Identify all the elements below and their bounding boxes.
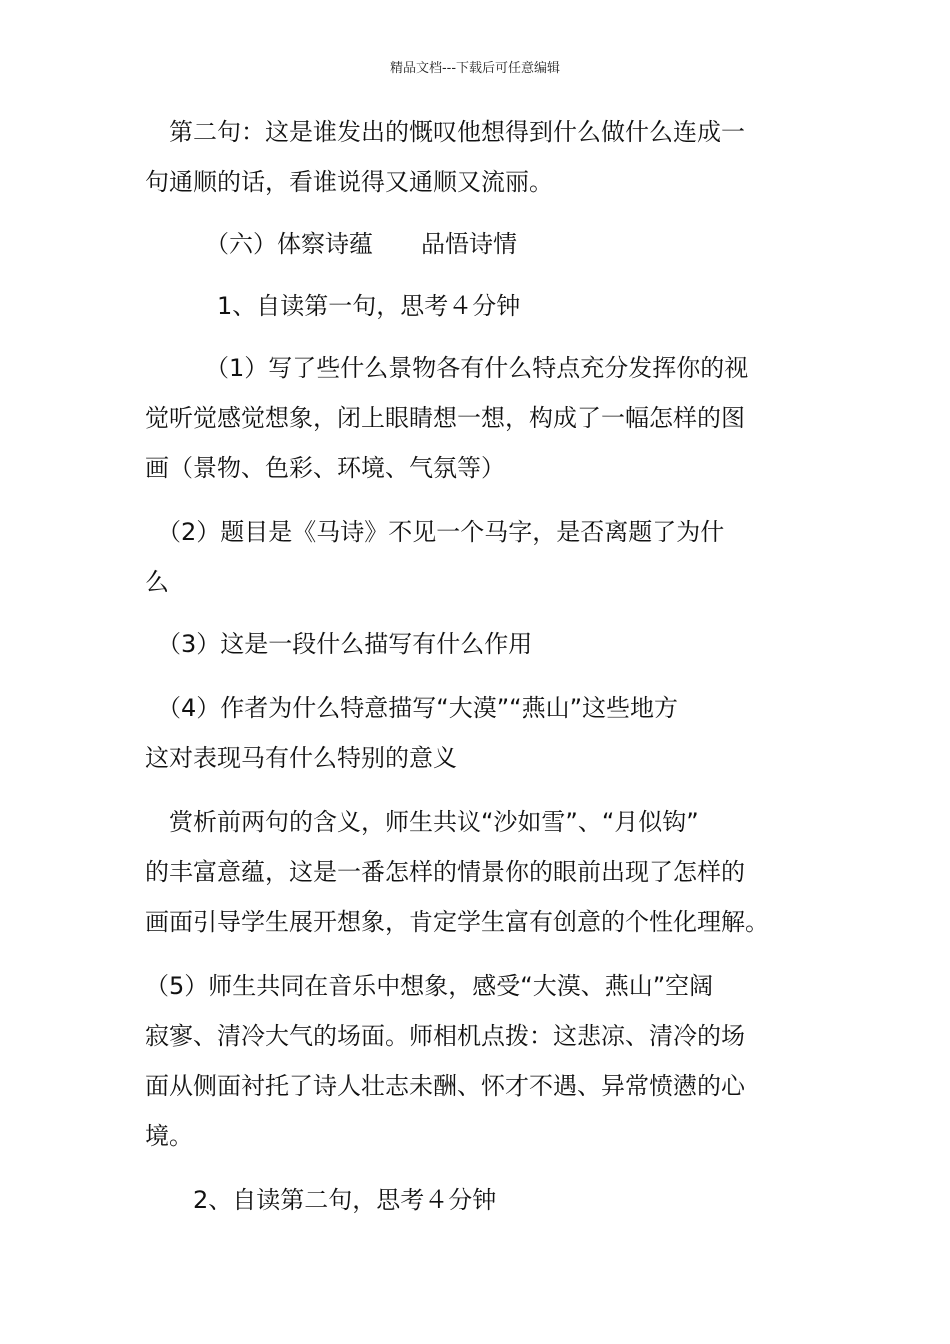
text-line: 这对表现马有什么特别的意义 <box>145 744 457 772</box>
text-line: 画面引导学生展开想象，肯定学生富有创意的个性化理解。 <box>145 908 769 936</box>
text-line: （4）作者为什么特意描写“大漠”“燕山”这些地方 <box>145 694 679 722</box>
text-line: 境。 <box>145 1122 193 1150</box>
text-line: 赏析前两句的含义，师生共议“沙如雪”、“月似钩” <box>145 808 699 836</box>
text-line: （3）这是一段什么描写有什么作用 <box>145 630 533 658</box>
text-line: 么 <box>145 568 169 596</box>
paragraph-question-3 <box>145 619 810 669</box>
text-line: 2、自读第二句，思考４分钟 <box>145 1186 497 1214</box>
paragraph-question-4 <box>145 683 810 783</box>
paragraph-question-2 <box>145 507 810 607</box>
text-line: （2）题目是《马诗》不见一个马字，是否离题了为什 <box>145 518 725 546</box>
paragraph-task-1 <box>145 281 810 331</box>
text-line: 的丰富意蕴，这是一番怎样的情景你的眼前出现了怎样的 <box>145 858 745 886</box>
paragraph-question-1 <box>145 343 810 493</box>
paragraph-task-2 <box>145 1175 810 1225</box>
text-line: （5）师生共同在音乐中想象，感受“大漠、燕山”空阔 <box>145 972 714 1000</box>
page-header: 精品文档---下载后可任意编辑 <box>389 61 561 76</box>
paragraph-second-sentence <box>145 107 810 207</box>
paragraph-question-5 <box>145 961 810 1161</box>
text-line: 句通顺的话，看谁说得又通顺又流丽。 <box>145 168 553 196</box>
text-line: （六）体察诗蕴 品悟诗情 <box>145 230 517 258</box>
text-line: （1）写了些什么景物各有什么特点充分发挥你的视 <box>145 354 749 382</box>
text-line: 1、自读第一句，思考４分钟 <box>145 292 521 320</box>
text-line: 第二句：这是谁发出的慨叹他想得到什么做什么连成一 <box>145 118 745 146</box>
document-body <box>145 107 810 1225</box>
text-line: 寂寥、清冷大气的场面。师相机点拨：这悲凉、清冷的场 <box>145 1022 745 1050</box>
text-line: 觉听觉感觉想象，闭上眼睛想一想，构成了一幅怎样的图 <box>145 404 745 432</box>
paragraph-appreciation <box>145 797 810 947</box>
text-line: 画（景物、色彩、环境、气氛等） <box>145 454 505 482</box>
section-heading <box>145 219 810 269</box>
text-line: 面从侧面衬托了诗人壮志未酬、怀才不遇、异常愤懑的心 <box>145 1072 745 1100</box>
